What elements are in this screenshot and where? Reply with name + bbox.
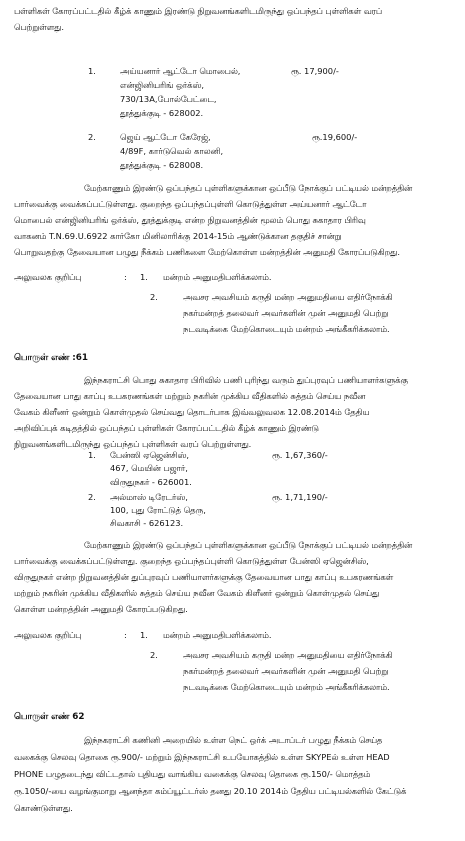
bidder-address-line: தூத்துக்குடி - 628002. — [120, 108, 204, 118]
intro-line-2: பெற்றுள்ளது. — [14, 22, 65, 32]
office-note-label: அலுவலக குறிப்பு — [14, 630, 82, 640]
subject-title: பொருள் எண் :61 — [14, 353, 89, 363]
office-note-item-number: 1. — [140, 272, 148, 282]
office-note-item-text: நகர்மன்றத் தலைவர் அவர்களின் முன் அனுமதி பெற்று — [183, 308, 389, 318]
paragraph-line: மொபைல் என்ஜினியரிங் ஒர்க்ஸ், தூத்துக்குடி என்ற நிறுவனத்தின் மூலம் பொது சுகாதார பிரிவு — [14, 215, 366, 225]
office-note-item-text: நடவடிக்கை மேற்கொடையும் மன்றம் அங்கீகரிக்கலாம். — [183, 682, 390, 692]
bid-amount: ரூ. 17,900/- — [291, 66, 339, 76]
office-note-item-text: அவசர அவசியம் கருதி மன்ற அனுமதியை எதிர்நோக்கி — [183, 650, 393, 660]
office-note-item-number: 2. — [150, 292, 158, 302]
bid-amount: ரூ. 1,71,190/- — [272, 492, 328, 502]
subject-title: பொருள் எண் 62 — [14, 712, 85, 722]
office-note-item-text: நடவடிக்கை மேற்கொடையும் மன்றம் அங்கீகரிக்கலாம். — [183, 324, 390, 334]
bidder-name: ஜெய் ஆட்டோ கேரேஜ், — [120, 132, 211, 142]
subject-line: வகைக்கு செலவு தொகை ரூ.900/- மற்றும் இந்நகராட்சி உபயோகத்தில் உள்ள SKYPEல் உள்ள HEAD — [14, 752, 390, 762]
office-note-colon: : — [124, 272, 127, 282]
paragraph-line: வாகனம் T.N.69.U.6922 கார்கோ மினிலாரிக்கு 2014-15ம் ஆண்டுக்கான தகுதிச் சான்று — [14, 231, 342, 241]
bidder-name: அய்யனார் ஆட்டோ மொபைல், — [120, 66, 241, 76]
paragraph-line: கொள்ள மன்றத்தின் அனுமதி கோரப்படுகிறது. — [14, 604, 188, 614]
bidder-address-line: 4/89F, கார்டுவெல் காலனி, — [120, 146, 224, 156]
subject-line: நிறுவனங்களிடமிருந்து ஒப்பந்தப் புள்ளிகள் வரப் பெற்றுள்ளது. — [14, 439, 252, 449]
bid-number: 1. — [88, 450, 96, 460]
bid-amount: ரூ. 1,67,360/- — [272, 450, 328, 460]
bidder-address-line: என்ஜினியரிங் ஒர்க்ஸ், — [120, 80, 205, 90]
bid-number: 2. — [88, 132, 96, 142]
bidder-address-line: தூத்துக்குடி - 628008. — [120, 160, 204, 170]
office-note-colon: : — [124, 630, 127, 640]
subject-line: கொண்டுள்ளது. — [14, 803, 73, 813]
subject-line: இந்நகராட்சி கணினி அறையில் உள்ள நெட் ஒர்க் அடாப்டர் பழுது நீக்கம் செய்த — [84, 735, 383, 745]
subject-line: ரூ.1050/-யை வழங்குமாறு ஆனந்தா கம்ப்யூட்டர்ஸ் தனது 20.10 2014ம் தேதிய பட்டியல்களில் கேட்டுக் — [14, 786, 407, 796]
subject-line: PHONE பழுதடைந்து விட்டதால் புதியது வாங்கிய வகைக்கு செலவு தொகை ரூ.150/- மொத்தம் — [14, 769, 371, 779]
office-note-item-text: மன்றம் அனுமதிபளிக்கலாம். — [163, 272, 272, 282]
office-note-item-number: 1. — [140, 630, 148, 640]
paragraph-line: பொறுவதற்கு தேவையான பழுது நீக்கம் பணிகளை மேற்கொள்ள மன்றத்தின் அனுமதி கோரப்படுகிறது. — [14, 247, 400, 257]
office-note-item-text: மன்றம் அனுமதிபளிக்கலாம். — [163, 630, 272, 640]
office-note-item-number: 2. — [150, 650, 158, 660]
paragraph-line: மேற்காணும் இரண்டு ஒப்பந்தப் புள்ளிகளுக்கான ஒப்பீடு நோக்குப் பட்டியல் மன்றத்தின் — [84, 540, 413, 550]
paragraph-line: பார்வைக்கு வைக்கப்பட்டுள்ளது. குறைந்த ஒப்பந்தப்புள்ளி கொடுத்துள்ள அய்யனார் ஆட்டோ — [14, 199, 367, 209]
bidder-address-line: 730/13A,போல்பேட்டை, — [120, 94, 217, 104]
bidder-address-line: சிவகாசி - 626123. — [110, 518, 184, 528]
bid-number: 2. — [88, 492, 96, 502]
paragraph-line: மேற்காணும் இரண்டு ஒப்பந்தப் புள்ளிகளுக்கான ஒப்பீடு நோக்குப் பட்டியல் மன்றத்தின் — [84, 183, 413, 193]
office-note-label: அலுவலக குறிப்பு — [14, 272, 82, 282]
office-note-item-text: நகர்மன்றத் தலைவர் அவர்களின் முன் அனுமதி பெற்று — [183, 666, 389, 676]
bidder-address-line: 100, புது ரோட்டுத் தெரு, — [110, 505, 206, 515]
bid-number: 1. — [88, 66, 96, 76]
office-note-item-text: அவசர அவசியம் கருதி மன்ற அனுமதியை எதிர்நோக்கி — [183, 292, 393, 302]
subject-line: வேகம் கிளீனர் ஒன்றும் கொள்முதல் செய்வது தொடர்பாக இவ்வலுவலக 12.08.2014ம் தேதிய — [14, 407, 370, 417]
bid-amount: ரூ.19,600/- — [312, 132, 358, 142]
bidder-name: அல்மாஸ் டிரேடர்ஸ், — [110, 492, 188, 502]
intro-line-1: பள்ளிகள் கோரப்பட்டதில் கீழ்க் காணும் இரண்டு நிறுவனங்களிடமிருந்து ஒப்பந்தப் புள்ளிகள் வரப் — [14, 6, 383, 16]
paragraph-line: மற்றும் நகரின் முக்கிய வீதிகளில் சுத்தம் செய்ய நவீன வேகம் கிளீனர் ஒன்றும் கொள்முதல் செய்து — [14, 588, 380, 598]
bidder-name: பேன்ஸி ஏஜென்சிஸ், — [110, 450, 190, 460]
bidder-address-line: விருதுநகர் - 626001. — [110, 477, 192, 487]
paragraph-line: விருதுநகர் என்ற நிறுவனத்தின் துப்புரவுப் பணியாளர்களுக்கு தேவையான பாது காப்பு உபகரணங்கள் — [14, 572, 394, 582]
bidder-address-line: 467, மெயின் பஜார், — [110, 463, 188, 473]
subject-line: அறிவிப்புக் கடிதத்தில் ஒப்பந்தப் புள்ளிகள் கோரப்பட்டதில் கீழ்க் காணும் இரண்டு — [14, 423, 319, 433]
subject-line: இந்நகராட்சி பொது சுகாதார பிரிவில் பணி புரிந்து வரும் துப்புரவுப் பணியாளர்களுக்கு — [84, 375, 408, 385]
subject-line: தேவையான பாது காப்பு உபகரணங்கள் மற்றும் நகரின் முக்கிய வீதிகளில் சுத்தம் செய்ய நவீன — [14, 391, 366, 401]
paragraph-line: பார்வைக்கு வைக்கப்பட்டுள்ளது. குறைந்த ஒப்பந்தப்புள்ளி கொடுத்துள்ள பேன்ஸி ஏஜென்சிஸ், — [14, 556, 369, 566]
